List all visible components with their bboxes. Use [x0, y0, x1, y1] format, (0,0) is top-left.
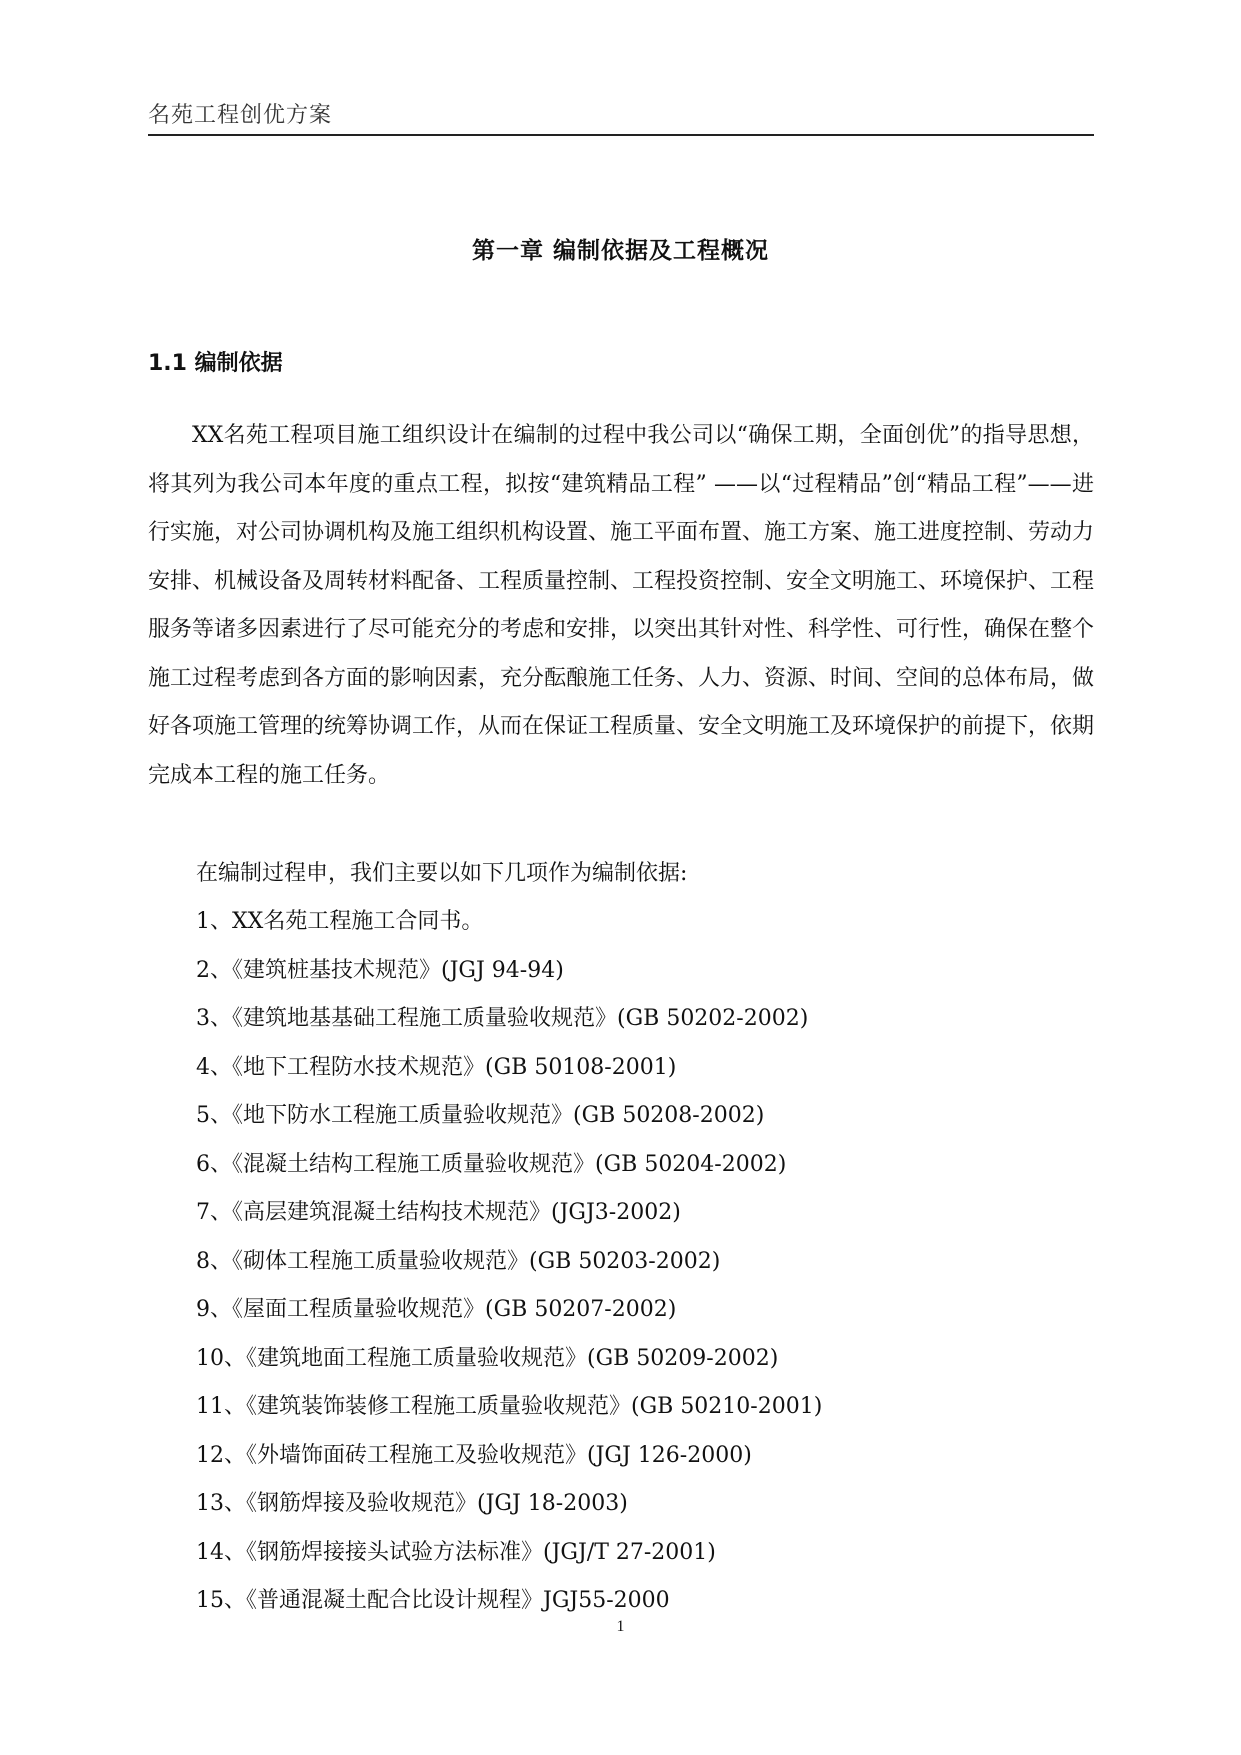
- body-paragraph: XX名苑工程项目施工组织设计在编制的过程中我公司以“确保工期，全面创优”的指导思想，将其列为我公司本年度的重点工程，拟按“建筑精品工程” ——以“过程精品”创“精品工程”——进行实施，对公司协调机构及施工组织机构设置、施工平面布置、施工方案、施工进度控制、劳动力安排、机械设备及周转材料配备、工程质量控制、工程投资控制、安全文明施工、环境保护、工程服务等诸多因素进行了尽可能充分的考虑和安排，以突出其针对性、科学性、可行性，确保在整个施工过程考虑到各方面的影响因素，充分酝酿施工任务、人力、资源、时间、空间的总体布局，做好各项施工管理的统筹协调工作，从而在保证工程质量、安全文明施工及环境保护的前提下，依期完成本工程的施工任务。: [148, 423, 1095, 788]
- list-item: 5、《地下防水工程施工质量验收规范》(GB 50208-2002): [196, 1103, 765, 1128]
- page-number: 1: [616, 1618, 625, 1635]
- list-item: 9、《屋面工程质量验收规范》(GB 50207-2002): [196, 1297, 677, 1322]
- list-item: 10、《建筑地面工程施工质量验收规范》(GB 50209-2002): [196, 1345, 779, 1371]
- header-title: 名苑工程创优方案: [148, 103, 333, 128]
- section-heading: 1.1 编制依据: [148, 351, 283, 376]
- list-item: 12、《外墙饰面砖工程施工及验收规范》(JGJ 126-2000): [196, 1442, 752, 1468]
- list-item: 2、《建筑桩基技术规范》(JGJ 94-94): [196, 957, 564, 983]
- reference-intro: 在编制过程申，我们主要以如下几项作为编制依据:: [196, 861, 688, 886]
- list-item: 7、《高层建筑混凝土结构技术规范》(JGJ3-2002): [196, 1200, 681, 1225]
- list-item: 14、《钢筋焊接接头试验方法标准》(JGJ/T 27-2001): [196, 1539, 716, 1565]
- list-item: 11、《建筑装饰装修工程施工质量验收规范》(GB 50210-2001): [196, 1394, 823, 1419]
- reference-list: [196, 898, 1096, 1626]
- page-header: [148, 96, 1094, 136]
- list-item: 8、《砌体工程施工质量验收规范》(GB 50203-2002): [196, 1248, 721, 1274]
- list-item: 1、XX名苑工程施工合同书。: [196, 909, 484, 934]
- list-item: 13、《钢筋焊接及验收规范》(JGJ 18-2003): [196, 1491, 628, 1516]
- list-item: 4、《地下工程防水技术规范》(GB 50108-2001): [196, 1054, 677, 1080]
- list-item: 15、《普通混凝土配合比设计规程》JGJ55-2000: [196, 1588, 670, 1613]
- chapter-title: 第一章 编制依据及工程概况: [471, 238, 769, 264]
- list-item: 3、《建筑地基基础工程施工质量验收规范》(GB 50202-2002): [196, 1006, 809, 1031]
- list-item: 6、《混凝土结构工程施工质量验收规范》(GB 50204-2002): [196, 1151, 787, 1177]
